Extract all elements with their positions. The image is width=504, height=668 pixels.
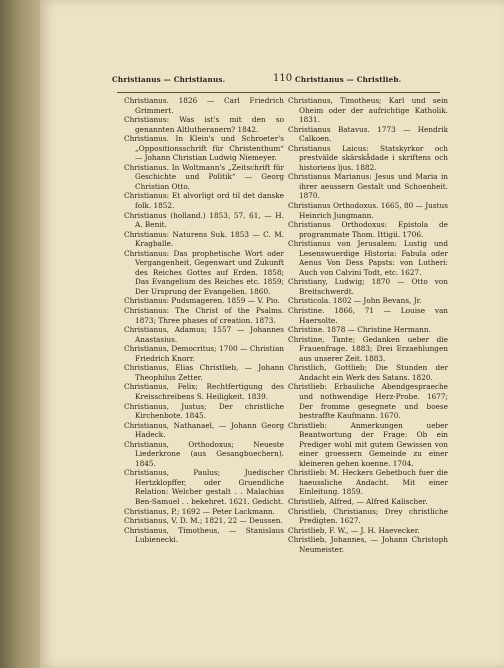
index-entry: Christianus Marianus: Jesus und Maria in ihrer aeussern Gestalt und Schoenheit. 1870.: [288, 172, 448, 201]
index-entry: Christianus: Naturens Suk. 1853 — C. M. Kragballe.: [124, 229, 284, 249]
index-entry: Christianus Orthodoxus: Epistola de programmate Thom. Ittigii. 1706.: [288, 220, 448, 239]
index-entry: Christlieb, Johannes, — Johann Christoph Neumeister.: [288, 535, 448, 554]
index-entry: Christianus, Nathanael, — Johann Georg Hadeck.: [124, 420, 284, 440]
index-entry: Christianus, Adamus; 1557 — Johannes Anastasius.: [124, 325, 284, 344]
index-entry: Christlieb: Erbauliche Abendgespraeche und nothwendige Herz-Probe. 1677; Der fromme gesegnete und boese bestraffte Kaufmann. 1670.: [288, 382, 448, 421]
index-entry: Christine. 1866, 71 — Louise van Haersolte.: [288, 306, 448, 325]
index-entry: Christianus, Elias Christlieb, — Johann Theophilus Zetter.: [124, 363, 284, 382]
index-entry: Christianus, Paulus; Juedischer Hertzklopffer, oder Gruendliche Relation: Welcher gestalt . . Malachias Ben-Samuel . . bekehret. 1621. Gedicht.: [124, 468, 284, 506]
index-entry: Christianus, Timotheus, — Stanislaus Lubienecki.: [124, 525, 284, 545]
index-entry: Christiany, Ludwig; 1870 — Otto von Breitschwerdt.: [288, 277, 448, 296]
index-entry: Christianus (holland.) 1853, 57, 61, — H. A. Benit.: [124, 210, 284, 230]
index-entry: Christianus: Pudsmageren. 1859 — V. Pio.: [124, 296, 280, 306]
index-entry: Christianus, Justus; Der christliche Kirchenbote. 1845.: [124, 401, 284, 421]
index-entry: Christlieb, F. W., — J. H. Haevecker.: [288, 525, 420, 535]
index-entry: Christlieb: M. Heckers Gebetbuch fuer die haeussliche Andacht. Mit einer Einleitung. 1859.: [288, 468, 448, 497]
index-entry: Christianus von Jerusalem: Lustig und Lesenswuerdige Historia: Fabula oder Aenus Von Dess Papsts: von Lutheri: Auch von Calvini Todt, etc. 1627.: [288, 239, 448, 277]
index-entry: Christianus: Das prophetische Wort oder Vergangenheit, Gegenwart und Zukunft des Reiches Gottes auf Erden. 1858; Das Evangelium des Reiches etc. 1859; Der Ursprung der Evangelien. 1860.: [124, 248, 284, 296]
page-number: 110: [273, 73, 293, 84]
index-entry: Christicola. 1802 — John Bevans, Jr.: [288, 296, 422, 306]
left-column: [124, 96, 284, 545]
index-entry: Christianus, Democritus; 1700 — Christian Friedrich Knorr.: [124, 344, 284, 363]
right-column: [288, 96, 448, 554]
index-entry: Christianus. In Klein's und Schroeter's „Oppositionsschrift für Christenthum“ — Johann Christian Ludwig Niemeyer.: [124, 134, 284, 163]
index-entry: Christlieb, Alfred, — Alfred Kalischer.: [288, 496, 428, 506]
index-entry: Christianus, Orthodoxus; Neueste Liederkrone (aus Gesangbuechern). 1845.: [124, 439, 284, 468]
index-entry: Christianus. In Woltmann's „Zeitschrift für Geschichte und Politik“ — Georg Christian Otto.: [124, 162, 284, 191]
index-entry: Christianus Orthodoxus. 1665, 80 — Justus Heinrich Jungmann.: [288, 201, 448, 220]
index-entry: Christianus, Timotheus; Karl und sein Oheim oder der aufrichtige Katholik. 1831.: [288, 96, 448, 125]
index-entry: Christine. 1878 — Christine Hermann.: [288, 325, 431, 335]
header-right: Christianus — Christlieb.: [295, 75, 402, 84]
index-entry: Christianus Batavus. 1773 — Hendrik Calkoen.: [288, 124, 448, 144]
page-header: [112, 73, 442, 87]
header-rule: [117, 92, 440, 93]
index-entry: Christlich, Gottlieb; Die Stunden der Andacht ein Werk des Satans. 1820.: [288, 363, 448, 382]
index-entry: Christianus, Felix; Rechtfertigung des Kreisschreibens S. Heiligkeit. 1839.: [124, 382, 284, 401]
index-entry: Christlieb, Christianus; Drey christliche Predigten. 1627.: [288, 506, 448, 526]
index-entry: Christianus: Et alvorligt ord til det danske folk. 1852.: [124, 191, 284, 211]
header-left: Christianus — Christianus.: [112, 75, 226, 84]
index-entry: Christlieb: Anmerkungen ueber Beantwortung der Frage: Ob ein Prediger wohl mit gutem Gewissen von einer groessern Gemeinde zu einer kleineren gehen koenne. 1704.: [288, 420, 448, 468]
index-entry: Christianus Laicus: Statskyrkor och prestvälde skärskådade i skriftens och historiens ljus. 1882.: [288, 143, 448, 172]
index-entry: Christianus: The Christ of the Psalms. 1873; Three phases of creation. 1873.: [124, 306, 284, 325]
index-entry: Christine, Tante; Gedanken ueber die Frauenfrage. 1883; Drei Erzaehlungen aus unserer Zeit. 1883.: [288, 334, 448, 363]
index-entry: Christianus, V. D. M.; 1821, 22 — Deussen.: [124, 516, 283, 526]
index-entry: Christianus, P.; 1692 — Peter Lackmann.: [124, 506, 275, 516]
index-entry: Christianus. 1826 — Carl Friedrich Grimmert.: [124, 96, 284, 115]
index-entry: Christianus: Was ist's mit den so genannten Altlutheranern? 1842.: [124, 115, 284, 134]
book-binding: [0, 0, 40, 668]
